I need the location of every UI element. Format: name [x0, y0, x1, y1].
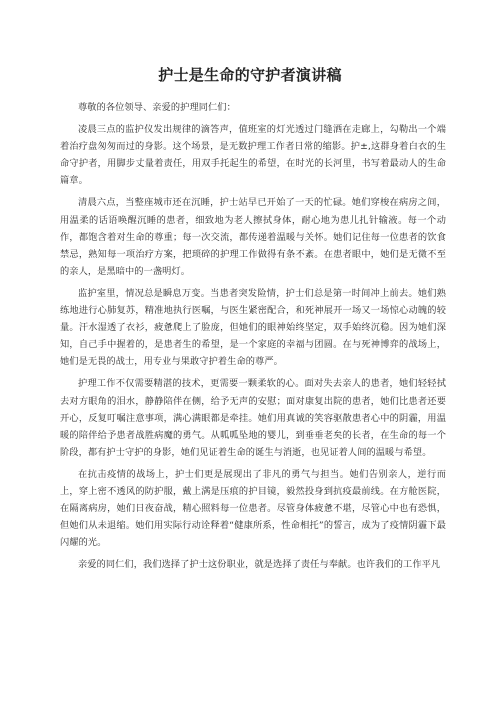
paragraph: 清晨六点，当整座城市还在沉睡，护士站早已开始了一天的忙碌。她们穿梭在病房之间，用温柔的话语唤醒沉睡的患者，细致地为老人擦拭身体，耐心地为患儿扎针输液。每一个动作，都饱含着对生命的尊重；每一次交流，都传递着温暖与关怀。她们记住每一位患者的饮食禁忌，熟知每一项治疗方案，把琐碎的护理工作做得有条不紊。在患者眼中，她们是无微不至的亲人，是黑暗中的一盏明灯。 [60, 197, 446, 277]
salutation: 尊敬的各位领导、亲爱的护理同仁们： [78, 102, 236, 113]
paragraph: 凌晨三点的监护仪发出规律的滴答声，值班室的灯光透过门缝洒在走廊上，勾勒出一个端着治疗盘匆匆而过的身影。这个场景，是无数护理工作者日常的缩影。护±,这群身着白衣的生命守护者，用脚步丈量着责任，用双手托起生的希望，在时光的长河里，书写着最动人的生命篇章。 [60, 124, 446, 187]
paragraph: 在抗击疫情的战场上，护士们更是展现出了非凡的勇气与担当。她们告别亲人，逆行而上，穿上密不透风的防护服，戴上满是压痕的护目镜，毅然投身到抗疫最前线。在方舱医院，在隔离病房，她们日夜奋战，精心照料每一位患者。尽管身体疲惫不堪，尽管心中也有恐惧，但她们从未退缩。她们用实际行动诠释着“健康所系，性命相托”的誓言，成为了疫情阴霾下最闪耀的光。 [60, 468, 446, 549]
document-body [60, 99, 446, 578]
paragraph: 监护室里，情况总是瞬息万变。当患者突发险情，护士们总是第一时间冲上前去。她们熟练地进行心肺复苏，精准地执行医嘱，与医生紧密配合，和死神展开一场又一场惊心动魄的较量。汗水湿透了衣衫，疲惫爬上了脸庞，但她们的眼神始终坚定，双手始终沉稳。因为她们深知，自己手中握着的，是患者生的希望，是一个家庭的幸福与团圆。在与死神博弈的战场上，她们是无畏的战士，用专业与果敢守护着生命的尊严。 [60, 287, 446, 368]
document-title: 护士是生命的守护者演讲稿 [158, 66, 342, 84]
paragraph: 亲爱的同仁们，我们选择了护士这份职业，就是选择了责任与奉献。也许我们的工作平凡 [78, 559, 441, 571]
paragraph: 护理工作不仅需要精湛的技术，更需要一颗柔软的心。面对失去亲人的患者，她们轻轻拭去对方眼角的泪水，静静陪伴在侧，给予无声的安慰；面对康复出院的患者，她们比患者还要开心，反复叮嘱注意事项，满心满眼都是牵挂。她们用真诚的笑容驱散患者心中的阴霾，用温暖的陪伴给予患者战胜病魔的勇气。从呱呱坠地的婴儿，到垂垂老矣的长者，在生命的每一个阶段，都有护士守护的身影，她们见证着生命的诞生与消逝，也见证着人间的温暖与希望。 [60, 378, 446, 458]
